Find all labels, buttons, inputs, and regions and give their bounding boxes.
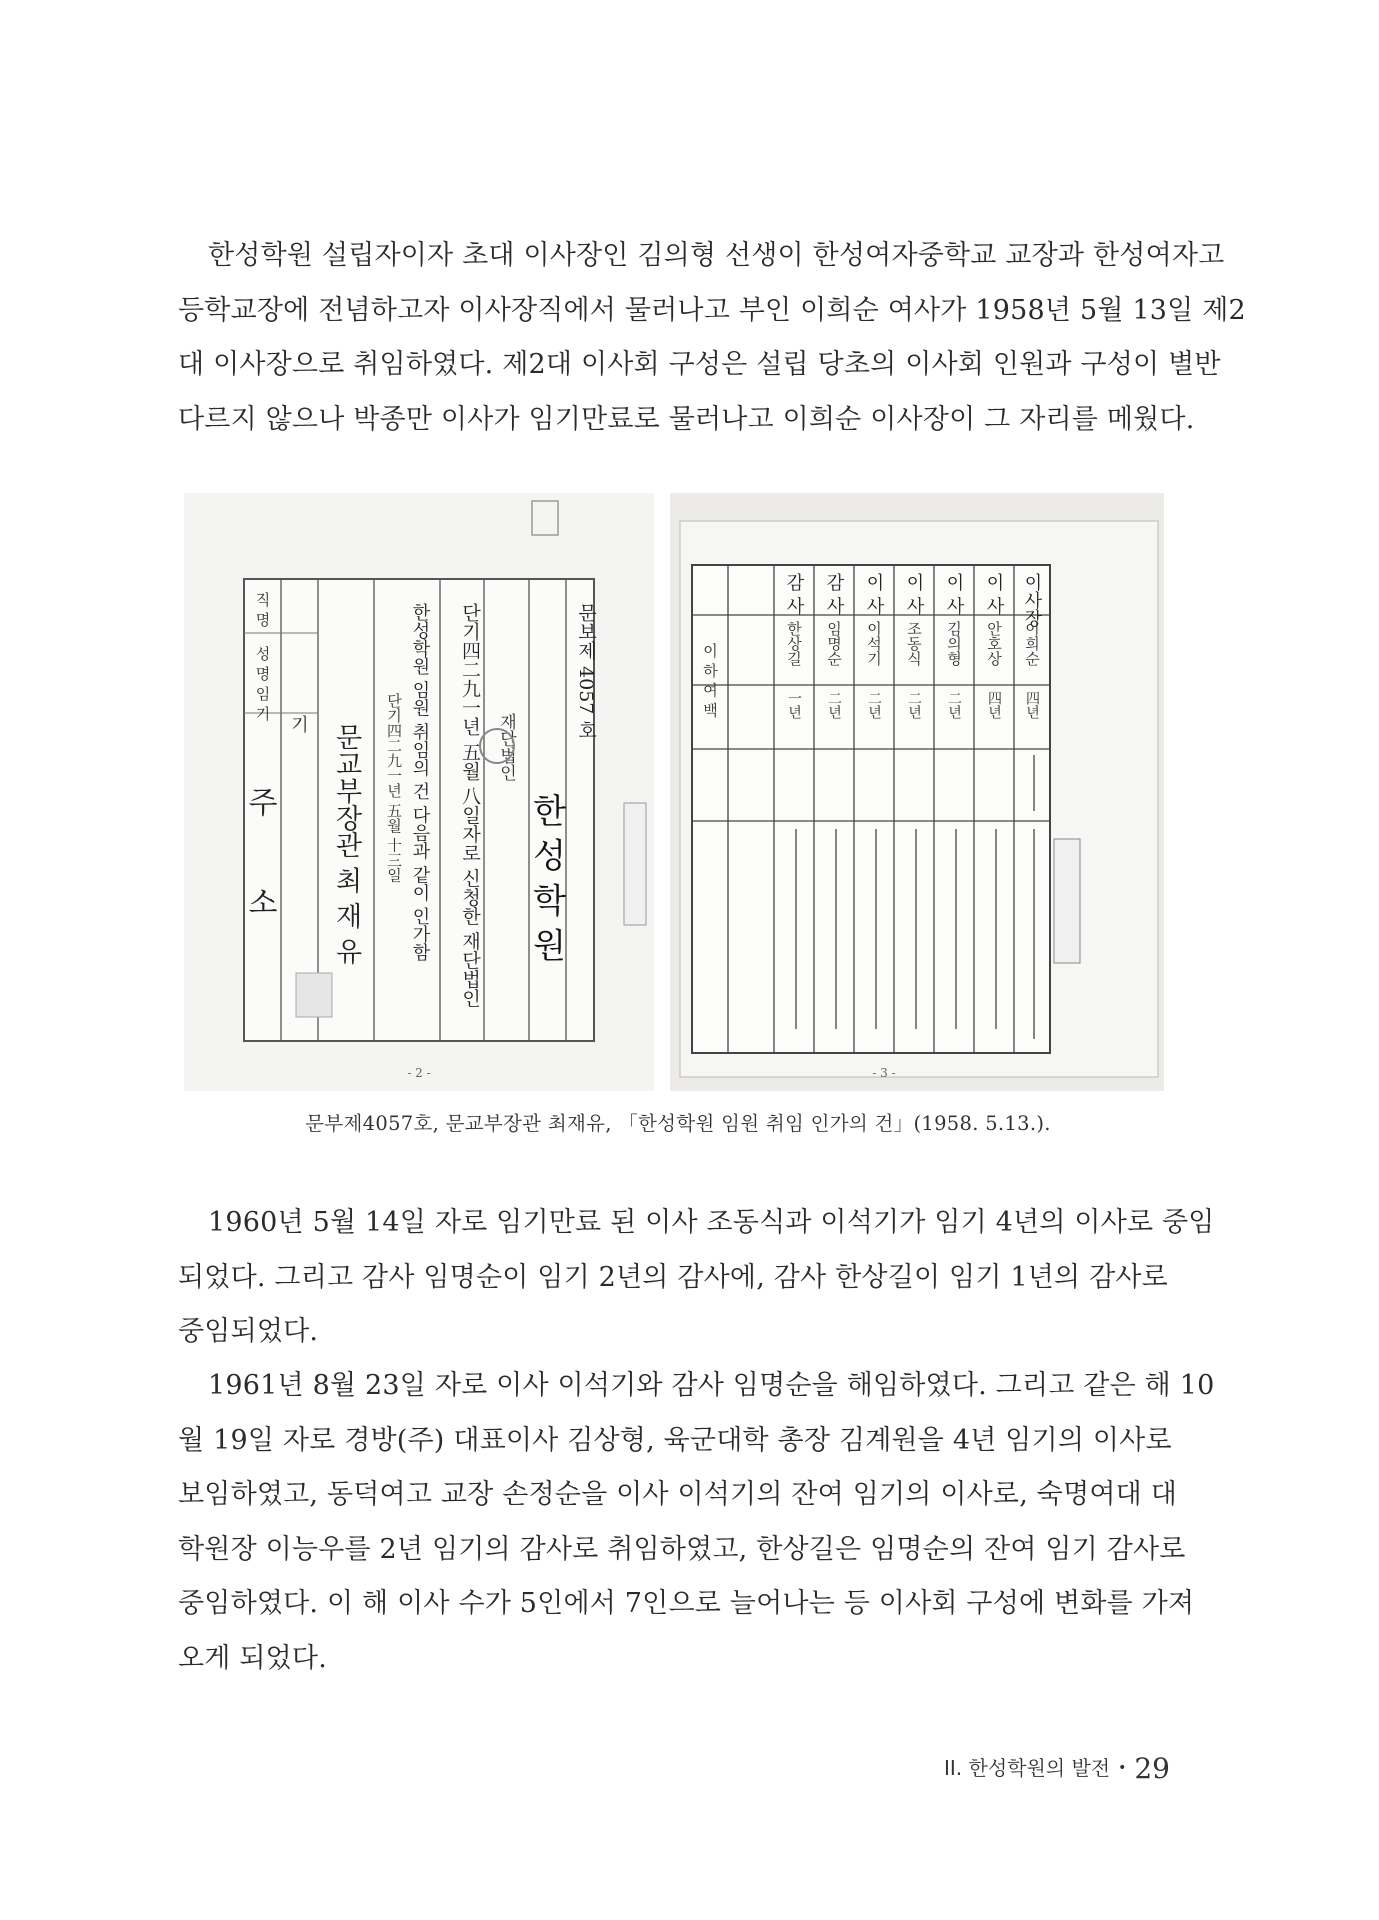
page-mark: - 3 - xyxy=(872,1066,896,1080)
scan-left-document xyxy=(184,493,654,1091)
text-line: 1961년 8월 23일 자로 이사 이석기와 감사 임명순을 해임하였다. 그리고 같은 해 10 xyxy=(208,1370,1215,1401)
side-label: 기 xyxy=(255,705,271,723)
member-term: 一년 xyxy=(786,691,802,719)
paragraph-1 xyxy=(178,229,1246,447)
member-name: 이희순 xyxy=(1023,621,1041,666)
issue-date: 단기四二九一년 五월 十三일 xyxy=(385,693,403,883)
figure-scanned-documents xyxy=(184,493,1164,1091)
text-line: 중임하였다. 이 해 이사 수가 5인에서 7인으로 늘어나는 등 이사회 구성에 변화를 가져 xyxy=(178,1588,1195,1619)
col-head: 이 사 xyxy=(903,573,925,615)
org-label: 재단법인 xyxy=(496,713,516,781)
col-head: 감 사 xyxy=(783,573,805,615)
member-name: 김의형 xyxy=(945,621,963,666)
scan-right-document xyxy=(670,493,1164,1091)
date-line: 단기四二九一년 五월 八일자로 신청한 재단법인 xyxy=(459,603,481,1008)
member-name: 조동식 xyxy=(905,621,923,666)
col-head: 이 사 xyxy=(943,573,965,615)
text-line: 오게 되었다. xyxy=(178,1642,327,1674)
section-title: II. 한성학원의 발전 xyxy=(943,1756,1111,1780)
label-ju: 주 xyxy=(248,786,278,821)
col-head: 이 사 xyxy=(983,573,1005,615)
title-hanseong: 한 성 학 원 xyxy=(526,793,566,962)
side-head: 이 하 여 백 xyxy=(701,643,719,718)
text-line: 학원장 이능우를 2년 임기의 감사로 취임하였고, 한상길은 임명순의 잔여 임기 감사로 xyxy=(178,1533,1186,1565)
member-term: 四년 xyxy=(1024,691,1040,719)
minister-line: 문교부장관 최 재 유 xyxy=(330,723,362,965)
member-term: 二년 xyxy=(946,691,962,719)
member-name: 임명순 xyxy=(825,621,843,666)
member-name: 한상길 xyxy=(785,621,803,666)
text-line: 다르지 않으나 박종만 이사가 임기만료로 물러나고 이희순 이사장이 그 자리를 메웠다. xyxy=(178,403,1195,435)
text-line: 대 이사장으로 취임하였다. 제2대 이사회 구성은 설립 당초의 이사회 인원과 구성이 별반 xyxy=(178,349,1221,380)
text-line: 되었다. 그리고 감사 임명순이 임기 2년의 감사에, 감사 한상길이 임기 1년의 감사로 xyxy=(178,1261,1168,1293)
label-gi: 기 xyxy=(291,715,309,736)
text-line: 중임되었다. xyxy=(178,1316,319,1347)
col-head: 감 사 xyxy=(823,573,845,615)
side-label: 직 xyxy=(255,591,271,609)
col-head: 이 사 xyxy=(863,573,885,615)
text-line: 월 19일 자로 경방(주) 대표이사 김상형, 육군대학 총장 김계원을 4년 임기의 이사로 xyxy=(178,1424,1172,1456)
page-footer xyxy=(944,1752,1170,1785)
member-term: 四년 xyxy=(986,691,1002,719)
figure-caption: 문부제4057호, 문교부장관 최재유, 「한성학원 임원 취임 인가의 건」(1958. 5.13.). xyxy=(305,1112,1051,1135)
member-name: 안호상 xyxy=(985,621,1003,666)
doc-number: 문보제 4057 호 xyxy=(575,603,597,740)
member-term: 二년 xyxy=(866,691,882,719)
paragraph-2 xyxy=(178,1196,1215,1360)
subject-line: 한성학원 임원 취임의 건 다음과 같이 인가함 xyxy=(409,603,431,962)
page-number: 29 xyxy=(1134,1752,1170,1785)
text-line: 보임하였고, 동덕여고 교장 손정순을 이사 이석기의 잔여 임기의 이사로, 숙명여대 대 xyxy=(178,1479,1177,1510)
member-term: 二년 xyxy=(906,691,922,719)
paragraph-3 xyxy=(178,1359,1215,1686)
text-line: 등학교장에 전념하고자 이사장직에서 물러나고 부인 이희순 여사가 1958년 5월 13일 제2 xyxy=(178,294,1246,326)
text-line: 한성학원 설립자이자 초대 이사장인 김의형 선생이 한성여자중학교 교장과 한성여자고 xyxy=(208,240,1225,271)
page-mark: - 2 - xyxy=(407,1066,431,1080)
member-term: 二년 xyxy=(826,691,842,719)
col-head: 이사장 xyxy=(1021,573,1043,627)
bullet-icon: • xyxy=(1118,1760,1127,1776)
side-label: 명 xyxy=(255,611,271,629)
text-line: 1960년 5월 14일 자로 임기만료 된 이사 조동식과 이석기가 임기 4년의 이사로 중임 xyxy=(208,1207,1215,1238)
member-name: 이석기 xyxy=(865,621,883,666)
side-label: 명 xyxy=(255,665,271,683)
side-label: 임 xyxy=(255,685,271,703)
side-label: 성 xyxy=(255,645,271,663)
label-so: 소 xyxy=(248,886,278,921)
